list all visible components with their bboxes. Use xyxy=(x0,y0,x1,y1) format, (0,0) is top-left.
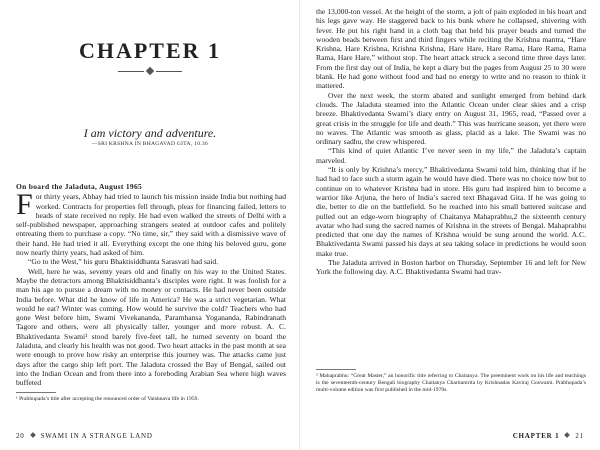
right-folio xyxy=(513,432,584,440)
section-heading: On board the Jaladuta, August 1965 xyxy=(16,182,143,191)
paragraph: “Go to the West,” his guru Bhaktisiddhanta Sarasvati had said. xyxy=(28,257,219,267)
running-head: CHAPTER 1 xyxy=(512,432,560,440)
paragraph: “This kind of quiet Atlantic I’ve never seen in my life,” the Jaladuta’s captain marveled. xyxy=(316,146,586,165)
paragraph: “It is only by Krishna’s mercy,” Bhaktivedanta Swami told him, thinking that if he had had to face such a storm again he would have died. There was no choice now but to continue on to whatever Krishna had in store. His guru had inspired him to become a warrior like Arjuna, the hero of India’s sacred text Bhagavad Gita. If he was going to die, better to die on the battlefield. So he reached into his small battered suitcase and pulled out an edge-worn biography of Chaitanya Mahaprabhu,2 the sixteenth century avatar who had sung the sacred names of Krishna in the streets of Bengal. Mahaprabhu predicted that one day the names of Krishna would be sung around the world. A.C. Bhaktivedanta Swami passed his days at sea taking solace in predictions he would soon make true. xyxy=(316,165,586,258)
left-folio xyxy=(16,432,153,440)
running-head: SWAMI IN A STRANGE LAND xyxy=(40,432,153,440)
footnote: ¹ Prabhupada’s title after accepting the renounced order of Vaishnava life in 1959. xyxy=(16,396,199,402)
paragraph: The Jaladuta arrived in Boston harbor on Thursday, September 16 and left for New York the following day. A.C. Bhaktivedanta Swami had trav- xyxy=(316,258,586,277)
drop-cap: F xyxy=(16,188,33,222)
footnote: ² Mahaprabhu: “Great Master,” an honorific title referring to Chaitanya. The preeminent work on his life and teachings is the seventeenth-century Bengali biography Chaitanya Charitamrita by Krishnadas Kaviraj Goswami. Prabhupada’s multi-volume edition was first published in the mid-1970s. xyxy=(316,373,586,394)
right-body-text xyxy=(316,7,586,277)
footnote-rule xyxy=(316,369,356,370)
separator-icon xyxy=(30,432,36,438)
paragraph: Over the next week, the storm abated and sunlight emerged from behind dark clouds. The Jaladuta steamed into the Atlantic Ocean under clear skies and a crisp breeze. Bhaktivedanta Swami’s diary entry on August 31, 1965, read, “Passed over a great crisis in the struggle for life and death.” This was hurricane season, yet there were no waves. The Atlantic was smooth as glass, placid as a lake. The Swami was no ordinary sadhu, the crew whispered. xyxy=(316,90,586,147)
left-body-text xyxy=(16,182,286,388)
page-number: 20 xyxy=(16,432,25,440)
ornament-divider-icon xyxy=(118,67,182,75)
paragraph: For thirty years, Abhay had tried to launch his mission inside India but nothing had worked. Contracts for properties fell through, pleas for financing failed, letters to heads of state received no reply. He had even walked the streets of Delhi with a self-published newspaper, approaching strangers seated at outdoor cafes and politely entreating them to purchase a copy. “No time, sir,” they said with a dismissive wave of their hand. He had tried it all. Everything except the one thing his beloved guru, gone now nearly thirty years, had asked of him. xyxy=(16,188,286,258)
epigraph: I am victory and adventure. xyxy=(83,126,217,140)
paragraph: Well, here he was, seventy years old and finally on his way to the United States. Maybe the detractors among Bhaktisiddhanta’s disciples were right. It was foolish for a man his age to pursue a dream with no money or contacts. He had never been outside India before. What did he know of life in America? He was a strict vegetarian. What would he eat? Winter was coming. How would he survive the cold? Teachers who had gone West before him, Swami Vivekananda, Paramhansa Yogananda, Rabindranath Tagore and others, were all physically taller, younger and more robust. A. C. Bhaktivedanta Swami¹ stood barely five-feet tall, he turned seventy on board the Jaladuta, and clearly his health was not good. Two heart attacks in the past month at sea were enough to prove how risky an enterprise this journey was. The attacks came just days after the cargo ship left port. The Jaladuta crossed the Bay of Bengal, sailed out into the Indian Ocean and from there into a foreboding Arabian Sea where high waves buffeted xyxy=(16,266,286,388)
footnote-rule xyxy=(16,392,56,393)
chapter-title: CHAPTER 1 xyxy=(78,38,222,63)
right-page xyxy=(300,0,600,450)
separator-icon xyxy=(565,432,571,438)
page-number: 21 xyxy=(575,432,584,440)
paragraph: the 13,000-ton vessel. At the height of the storm, a jolt of pain exploded in his heart and his legs gave way. He staggered back to his bunk where he collapsed, shivering with fever. He put his right hand in a cloth bag that held his prayer beads and turned the wooden beads between first and third fingers while reciting the Krishna mantra, “Hare Krishna, Hare Krishna, Krishna Krishna, Hare Hare, Hare Rama, Hare Rama, Rama Rama, Hare Hare,” without stop. The heart attack struck a second time three days later. From the first day out of India, he kept a diary but the pages from August 25 to 30 were blank. He had gone without food and had no energy to write and no reason to think it mattered. xyxy=(316,7,586,91)
epigraph-source: —SRI KRSHNA IN BHAGAVAD GITA, 10.36 xyxy=(91,141,209,147)
